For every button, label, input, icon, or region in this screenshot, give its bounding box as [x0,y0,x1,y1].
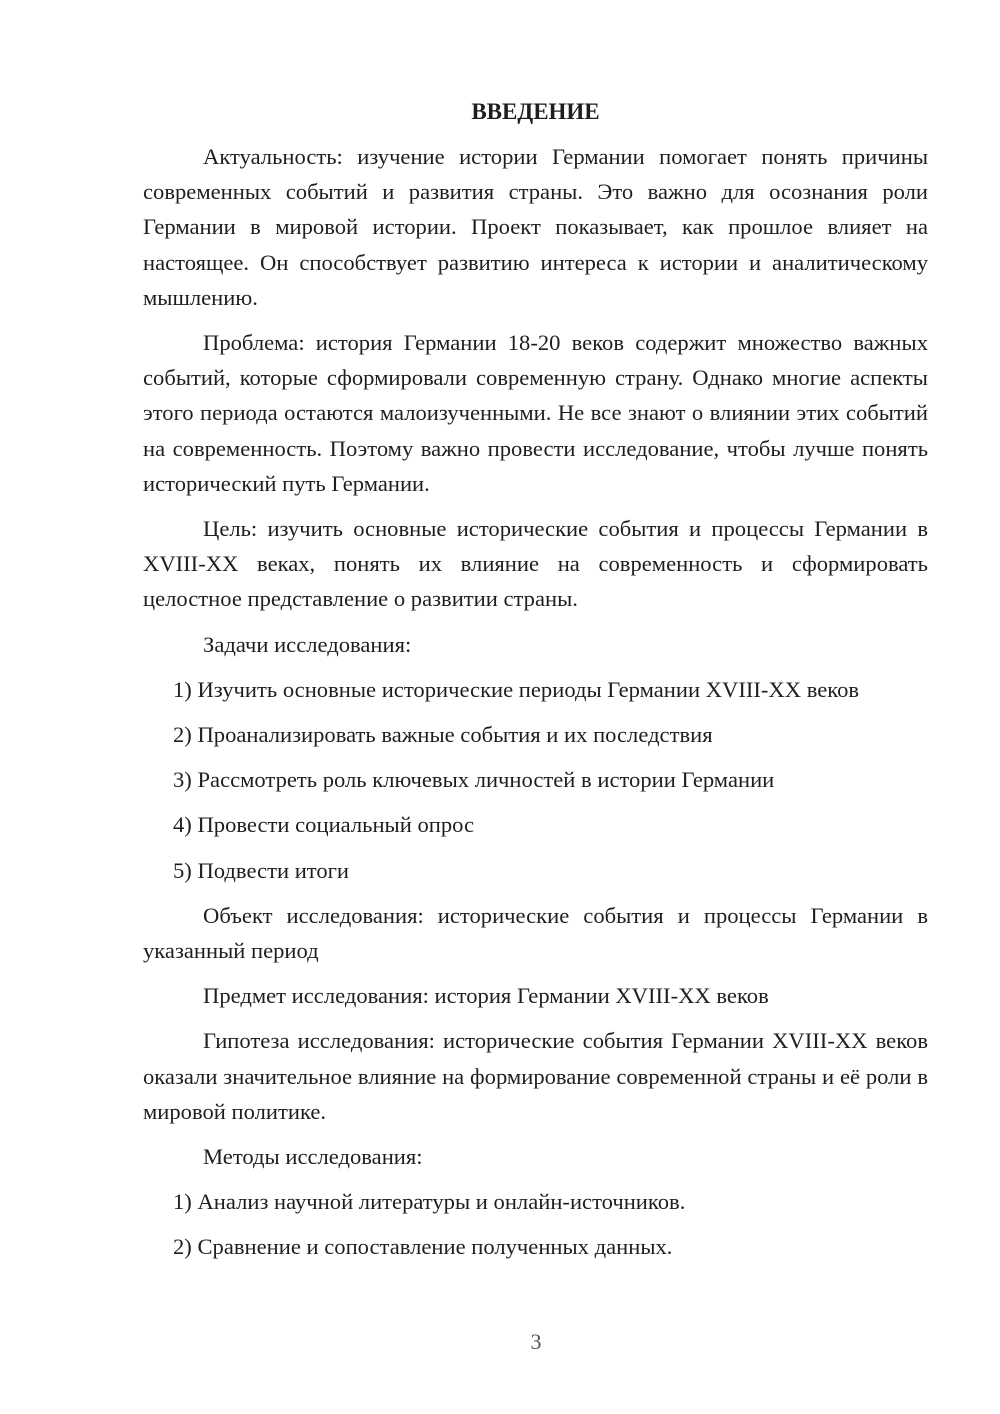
task-item-2: 2) Проанализировать важные события и их последствия [173,722,713,748]
page-number: 3 [530,1329,542,1354]
task-item-5: 5) Подвести итоги [173,857,350,883]
method-item-1: 1) Анализ научной литературы и онлайн-источников. [173,1189,686,1215]
section-title: ВВЕДЕНИЕ [471,99,600,124]
goal-paragraph: Цель: изучить основные исторические события и процессы Германии в XVIII-XX веках, понять их влияние на современность и сформировать целостное представление о развитии страны. [143,516,928,612]
tasks-heading: Задачи исследования: [203,631,412,657]
hypothesis-paragraph: Гипотеза исследования: исторические события Германии XVIII-XX веков оказали значительное влияние на формирование современной страны и её роли в мировой политике. [143,1028,928,1124]
task-item-4: 4) Провести социальный опрос [173,812,475,838]
method-item-2: 2) Сравнение и сопоставление полученных данных. [173,1234,673,1260]
problem-paragraph: Проблема: история Германии 18-20 веков содержит множество важных событий, которые сформировали современную страну. Однако многие аспекты этого периода остаются малоизученными. Не все знают о влиянии этих событий на современность. Поэтому важно провести исследование, чтобы лучше понять исторический путь Германии. [143,330,928,496]
object-paragraph: Объект исследования: исторические события и процессы Германии в указанный период [143,902,928,964]
task-item-1: 1) Изучить основные исторические периоды Германии XVIII-XX веков [173,676,860,702]
task-item-3: 3) Рассмотреть роль ключевых личностей в истории Германии [173,767,775,793]
relevance-paragraph: Актуальность: изучение истории Германии помогает понять причины современных событий и развития страны. Это важно для осознания роли Германии в мировой истории. Проект показывает, как прошлое влияет на настоящее. Он способствует развитию интереса к истории и аналитическому мышлению. [143,144,928,310]
page-body [143,94,928,1275]
subject-paragraph: Предмет исследования: история Германии XVIII-XX веков [203,983,769,1009]
methods-heading: Методы исследования: [203,1144,423,1170]
